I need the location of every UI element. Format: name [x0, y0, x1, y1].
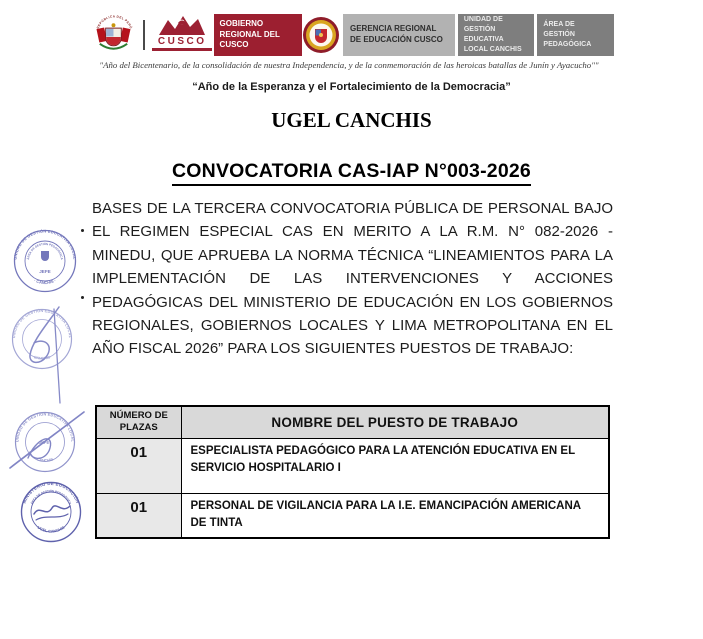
- gerencia-regional-box: GERENCIA REGIONAL DE EDUCACIÓN CUSCO: [343, 14, 455, 56]
- body-paragraph: BASES DE LA TERCERA CONVOCATORIA PÚBLICA DE PERSONAL BAJO EL REGIMEN ESPECIAL CAS EN MERITO A LA R.M. N° 082-2026 - MINEDU, QUE APRUEBA LA NORMA TÉCNICA “LINEAMIENTOS PARA LA IMPLEMENTACIÓN DE LAS INTERVENCIONES Y ACCIONES PEDAGÓGICAS DEL MINISTERIO DE EDUCACIÓN EN LOS GOBIERNOS REGIONALES, GOBIERNOS LOCALES Y LIMA METROPOLITANA EN EL AÑO FISCAL 2026” PARA LOS SIGUIENTES PUESTOS DE TRABAJO:: [92, 200, 613, 358]
- ugel-canchis-box: UNIDAD DE GESTIÓN EDUCATIVA LOCAL CANCHIS: [458, 14, 535, 56]
- cusco-mountains-icon: [157, 14, 207, 36]
- stamp-bottom-text: · CANCHIS ·: [33, 277, 57, 286]
- signature-loop: [30, 307, 59, 362]
- peru-arc-text: REPÚBLICA DEL PERÚ: [95, 14, 134, 30]
- list-bullet: [81, 229, 84, 232]
- signature-tail: [54, 309, 60, 403]
- svg-text:CANCHIS: [36, 457, 54, 463]
- esperanza-motto: “Año de la Esperanza y el Fortalecimiento de la Democracia”: [192, 81, 511, 93]
- cusco-red-strip: [152, 48, 212, 51]
- stamp-signature-seal: [2, 297, 92, 409]
- puesto-cell: ESPECIALISTA PEDAGÓGICO PARA LA ATENCIÓN EDUCATIVA EN EL SERVICIO HOSPITALARIO I: [181, 438, 609, 493]
- svg-text:UGEL CANCHIS: [37, 524, 66, 533]
- svg-text:UNIDAD DE GESTIÓN EDUCATIVA LO: [13, 228, 78, 260]
- puesto-column-header: NOMBRE DEL PUESTO DE TRABAJO: [181, 406, 609, 438]
- bicentenario-motto: "Año del Bicentenario, de la consolidación de nuestra Independencia, y de la conmemoración de las heroicas batallas de Junín y Ayacucho"": [99, 60, 599, 70]
- list-bullet: [81, 296, 84, 299]
- svg-text:CANCHIS: [33, 355, 51, 361]
- table-row: [96, 438, 609, 493]
- stamp-ring-text: UNIDAD DE GESTIÓN EDUCATIVA LOCAL: [12, 228, 78, 260]
- stamp-ring-text: UNIDAD DE GESTIÓN EDUCATIVA LOCAL: [11, 308, 73, 339]
- stamp-center-text: JEFE: [38, 440, 50, 445]
- convocatoria-heading-text: CONVOCATORIA CAS-IAP N°003-2026: [172, 160, 531, 186]
- positions-table: [95, 405, 610, 539]
- stamp-ministerio-educacion: [14, 476, 88, 548]
- header-logo-band: [90, 14, 614, 56]
- svg-text:UNIDAD DE GESTIÓN EDUCATIVA LO: [12, 308, 72, 339]
- peru-coat-of-arms-icon: [90, 14, 137, 56]
- education-emblem-icon: [302, 16, 340, 54]
- table-header-row: [96, 406, 609, 438]
- signature-stroke: [10, 412, 84, 468]
- plazas-column-header: NÚMERO DE PLAZAS: [96, 406, 181, 438]
- stamp-inner-text: ÁREA DE GESTIÓN PEDAGÓGICA: [29, 488, 73, 506]
- plazas-cell: 01: [96, 438, 181, 493]
- cusco-logo: [151, 14, 214, 56]
- page-title: UGEL CANCHIS: [271, 108, 432, 132]
- table-row: [96, 493, 609, 538]
- signature-underline: [36, 514, 68, 520]
- stamp-inner-text: ÁREA DE GESTIÓN PEDAGÓGICA: [26, 241, 64, 260]
- stamp-ring-text: MINISTERIO DE EDUCACIÓN: [21, 480, 81, 505]
- svg-text:· CANCHIS ·: [33, 278, 56, 285]
- cusco-wordmark: CUSCO: [157, 36, 207, 47]
- stamp-bottom-text: CANCHIS: [33, 355, 51, 361]
- signature-scribble: [34, 506, 70, 514]
- area-pedagogica-box: ÁREA DE GESTIÓN PEDAGÓGICA: [537, 14, 614, 56]
- education-emblem-wrap: [302, 14, 341, 56]
- svg-text:ÁREA DE GESTIÓN PEDAGÓGICA: [25, 241, 64, 261]
- stamp-bottom-text: CANCHIS: [36, 457, 54, 463]
- stamp-jefe-pedagogica: [12, 228, 78, 294]
- svg-text:REPÚBLICA DEL PERÚ: [96, 14, 134, 29]
- puesto-cell: PERSONAL DE VIGILANCIA PARA LA I.E. EMANCIPACIÓN AMERICANA DE TINTA: [181, 493, 609, 538]
- stamp-bottom-text: UGEL CANCHIS: [36, 524, 66, 534]
- gobierno-regional-banner: GOBIERNO REGIONAL DEL CUSCO: [214, 14, 302, 56]
- header-divider: [143, 20, 145, 50]
- stamp-ring-text: UNIDAD DE GESTIÓN EDUCATIVA LOCAL: [15, 412, 75, 443]
- svg-text:ÁREA DE GESTIÓN PEDAGÓGICA: [29, 488, 73, 506]
- convocatoria-heading: [0, 160, 703, 186]
- signature-loop: [28, 439, 51, 459]
- stamp-center-text: JEFE: [39, 269, 51, 274]
- svg-text:MINISTERIO DE EDUCACIÓN: [22, 481, 81, 504]
- svg-text:UNIDAD DE GESTIÓN EDUCATIVA LO: [15, 412, 74, 443]
- plazas-cell: 01: [96, 493, 181, 538]
- stamp-jefe-signed: [8, 402, 86, 482]
